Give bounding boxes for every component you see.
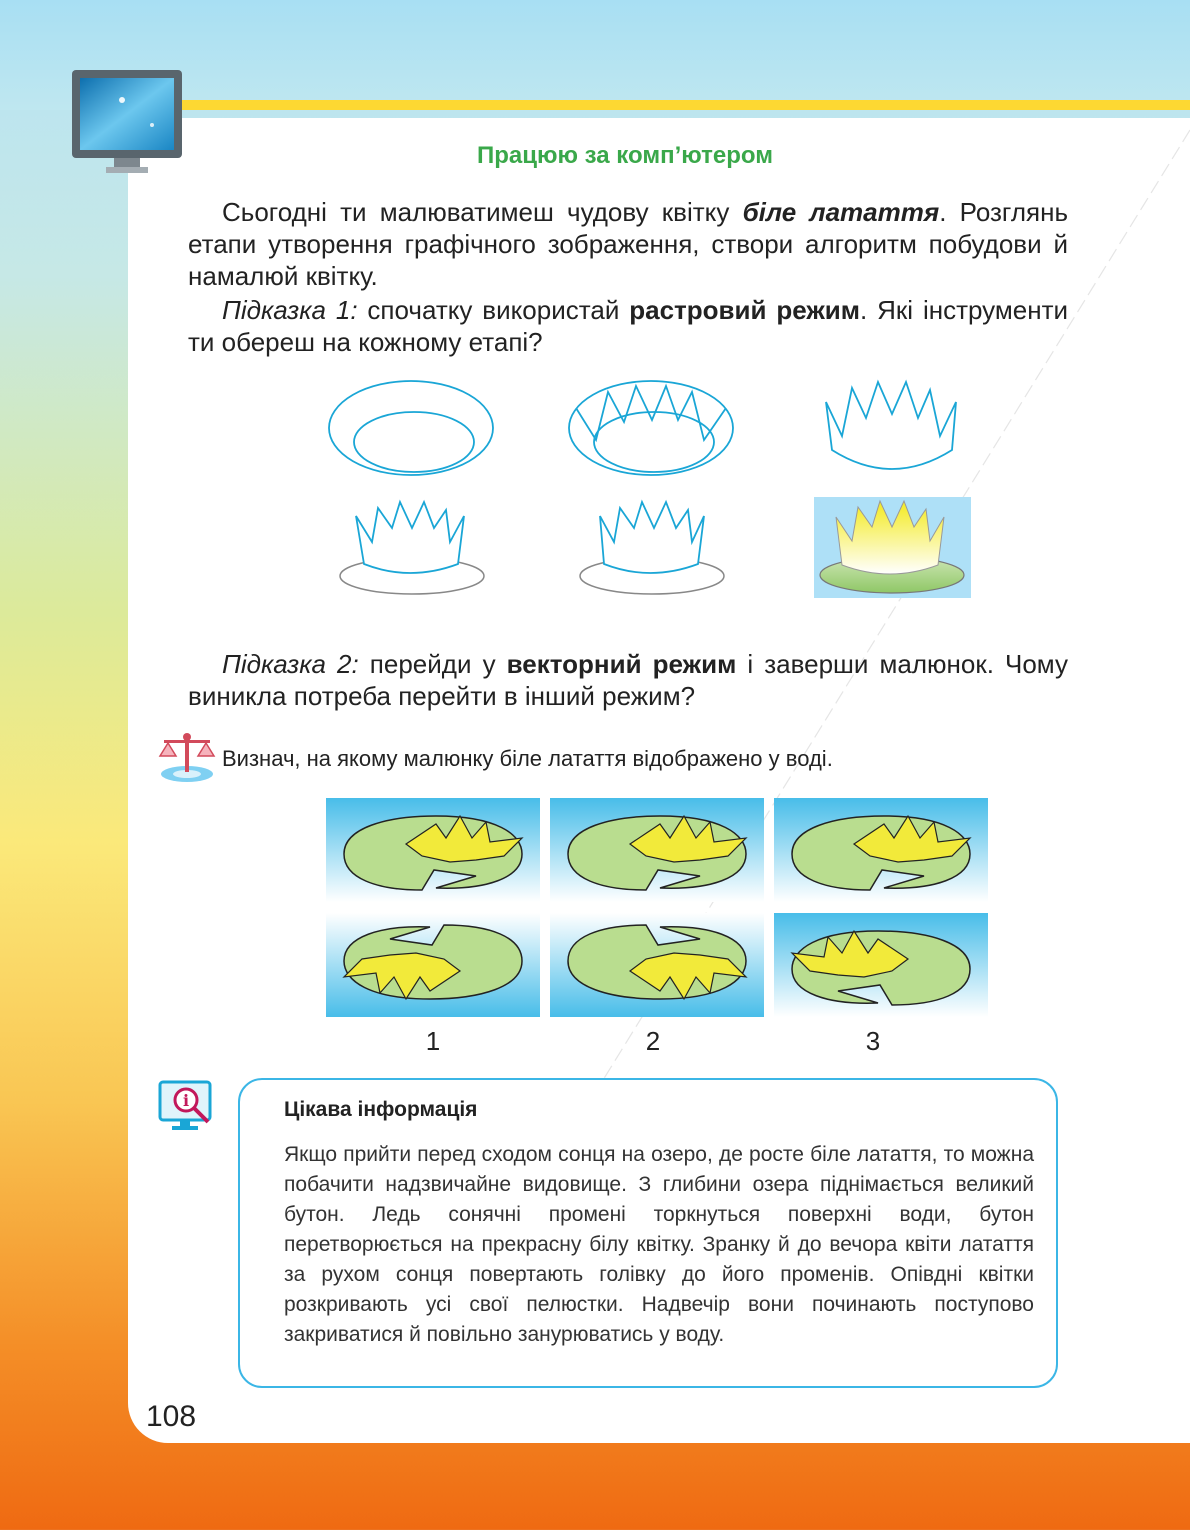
option-3-tile-reflection[interactable]	[774, 913, 988, 1017]
scales-icon	[156, 730, 218, 782]
option-1-tile-reflection[interactable]	[326, 913, 540, 1017]
section-title: Працюю за комп’ютером	[476, 142, 773, 169]
option-label-3: 3	[865, 1026, 881, 1056]
intro-text-start: Сьогодні ти малюватимеш чудову квітку	[222, 197, 743, 227]
hint2-paragraph	[188, 648, 1068, 712]
hint2-text-start: перейди у	[358, 649, 507, 679]
lily-pad-flower-image	[550, 798, 764, 902]
svg-text:i: i	[182, 1091, 190, 1110]
stage-6-drawing	[814, 497, 971, 598]
option-1-tile-top	[326, 798, 540, 902]
option-2-tile-reflection[interactable]	[550, 913, 764, 1017]
hint2-label: Підказка 2:	[222, 649, 359, 679]
lily-pad-flower-image	[774, 798, 988, 902]
info-text: Якщо прийти перед сходом сонця на озеро, де росте біле латаття, то можна побачити надзвичайне видовище. З глибини озера піднімається великий бутон. Ледь сонячні промені торкнуться поверхні води, бутон перетворюється на прекрасну білу квітку. Зранку й до вечора квіти латаття за рухом сонця повертають голівку до його променів. Опівдні квітки розкривають усі свої пелюстки. Надвечір вони починають поступово закриватися й повільно занурюватись у воду.	[284, 1143, 1034, 1346]
option-label-2: 2	[645, 1026, 661, 1056]
stage-1-drawing	[326, 378, 496, 478]
hint2-emphasis: векторний режим	[506, 649, 737, 679]
hint1-label: Підказка 1:	[222, 295, 358, 325]
stage-3-drawing	[822, 378, 962, 478]
page-number: 108	[146, 1400, 197, 1433]
info-monitor-icon	[158, 1080, 216, 1134]
hint1-emphasis: растровий режим	[629, 295, 861, 325]
lily-reflection-image	[326, 913, 540, 1017]
hint2-text-end: і заверши малюнок. Чому виникла потреба перейти в інший режим?	[188, 649, 1068, 711]
stage-2-drawing	[566, 378, 736, 478]
hint1-text-end: . Які інструменти ти обереш на кожному етапі?	[188, 295, 1068, 357]
stage-4-drawing	[338, 498, 488, 598]
hint1-paragraph	[188, 294, 1068, 358]
option-label-1: 1	[425, 1026, 441, 1056]
option-3-tile-top	[774, 798, 988, 902]
lily-reflection-image	[774, 913, 988, 1017]
stage-5-drawing	[578, 498, 728, 598]
option-2-tile-top	[550, 798, 764, 902]
info-title: Цікава інформація	[284, 1098, 478, 1121]
intro-text-end: . Розглянь етапи утворення графічного зображення, створи алгоритм побудови й намалюй квітку.	[188, 197, 1068, 291]
lily-reflection-image	[550, 913, 764, 1017]
intro-emphasis: біле латаття	[742, 197, 940, 227]
task-text: Визнач, на якому малюнку біле латаття відображено у воді.	[222, 746, 833, 771]
lily-pad-flower-image	[326, 798, 540, 902]
intro-paragraph	[188, 196, 1068, 292]
hint1-text-start: спочатку використай	[357, 295, 630, 325]
